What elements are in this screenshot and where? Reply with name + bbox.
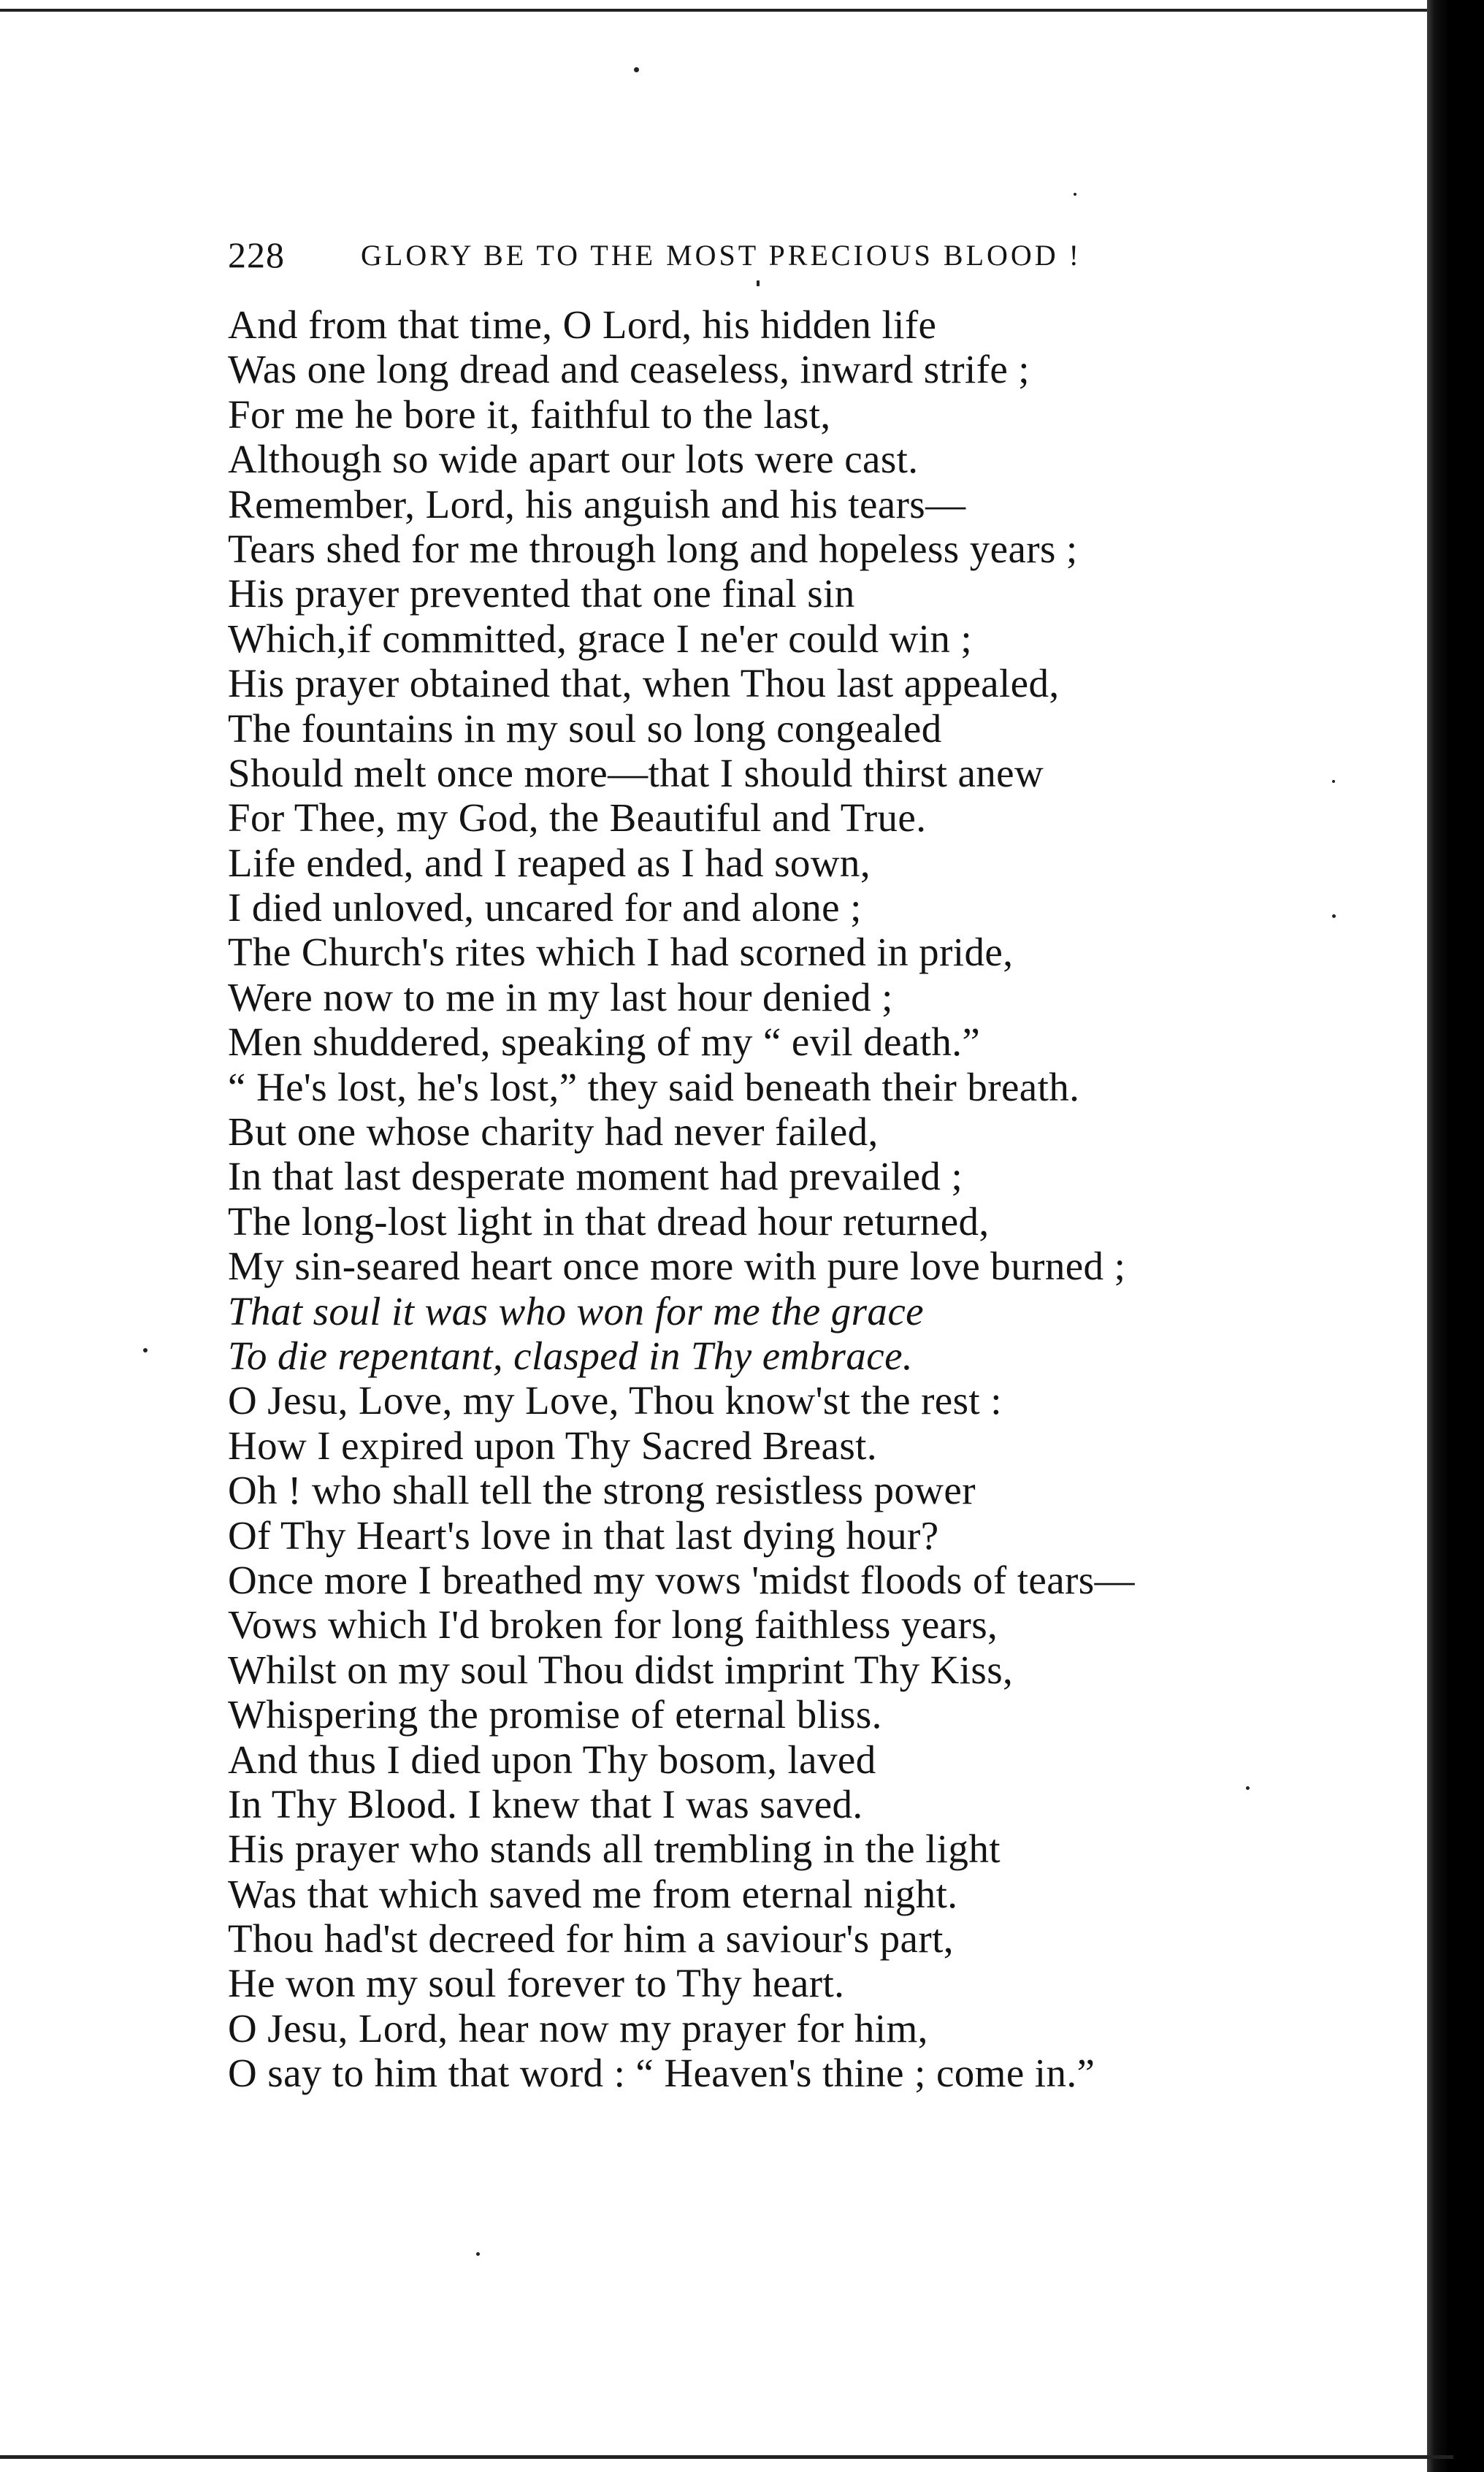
poem-line: I died unloved, uncared for and alone ; — [228, 885, 862, 930]
poem-line: Whispering the promise of eternal bliss. — [228, 1692, 882, 1737]
poem-line: To die repentant, clasped in Thy embrace. — [228, 1333, 914, 1378]
scan-bottom-edge — [0, 2455, 1453, 2459]
poem-line: Although so wide apart our lots were cast. — [228, 437, 919, 482]
poem-line: Thou had'st decreed for him a saviour's part, — [228, 1916, 954, 1962]
scan-speck — [1332, 780, 1335, 783]
poem-line: His prayer who stands all trembling in the light — [228, 1826, 1001, 1872]
poem-line: And thus I died upon Thy bosom, laved — [228, 1737, 876, 1782]
scan-top-edge — [0, 9, 1446, 12]
poem-line: O say to him that word : “ Heaven's thine ; come in.” — [228, 2051, 1095, 2096]
scan-speck — [1332, 914, 1336, 918]
page-number: 228 — [228, 234, 285, 275]
poem-line: His prayer obtained that, when Thou last appealed, — [228, 661, 1060, 706]
poem-line: O Jesu, Lord, hear now my prayer for him, — [228, 2005, 928, 2051]
poem-line: Was one long dread and ceaseless, inward strife ; — [228, 347, 1030, 392]
scan-speck — [476, 2252, 480, 2256]
poem-line: Whilst on my soul Thou didst imprint Thy Kiss, — [228, 1647, 1014, 1692]
scan-right-edge — [1427, 0, 1484, 2472]
poem-line: “ He's lost, he's lost,” they said beneath their breath. — [228, 1064, 1080, 1109]
poem-line: Of Thy Heart's love in that last dying hour? — [228, 1512, 939, 1558]
running-title: GLORY BE TO THE MOST PRECIOUS BLOOD ! — [361, 239, 1082, 272]
poem-line: Tears shed for me through long and hopeless years ; — [228, 526, 1078, 571]
poem-line: That soul it was who won for me the grace — [228, 1288, 924, 1333]
poem-line: But one whose charity had never failed, — [228, 1109, 879, 1155]
poem-line: His prayer prevented that one final sin — [228, 571, 855, 616]
poem-line: My sin-seared heart once more with pure love burned ; — [228, 1244, 1126, 1289]
scan-speck — [143, 1348, 148, 1352]
poem-line: Oh ! who shall tell the strong resistless power — [228, 1468, 976, 1513]
poem-line: For me he bore it, faithful to the last, — [228, 391, 831, 437]
poem-line: In that last desperate moment had prevailed ; — [228, 1154, 963, 1199]
poem-text — [228, 302, 1323, 2096]
scan-speck — [1074, 193, 1076, 196]
poem-line: In Thy Blood. I knew that I was saved. — [228, 1781, 863, 1826]
poem-line: O Jesu, Love, my Love, Thou know'st the rest : — [228, 1378, 1002, 1423]
poem-line: Once more I breathed my vows 'midst floods of tears— — [228, 1557, 1135, 1602]
scan-speck — [634, 67, 639, 72]
page-header — [228, 234, 1294, 285]
poem-line: Men shuddered, speaking of my “ evil death.” — [228, 1019, 981, 1065]
poem-line: Which,if committed, grace I ne'er could win ; — [228, 616, 973, 661]
poem-line: How I expired upon Thy Sacred Breast. — [228, 1423, 877, 1468]
poem-line: The Church's rites which I had scorned in pride, — [228, 930, 1014, 975]
poem-line: Vows which I'd broken for long faithless years, — [228, 1602, 998, 1648]
poem-line: Remember, Lord, his anguish and his tears— — [228, 481, 966, 527]
poem-line: The fountains in my soul so long congealed — [228, 705, 942, 751]
poem-line: Should melt once more—that I should thirst anew — [228, 750, 1044, 795]
poem-line: Was that which saved me from eternal night. — [228, 1871, 958, 1916]
poem-line: He won my soul forever to Thy heart. — [228, 1961, 845, 2006]
poem-line: Life ended, and I reaped as I had sown, — [228, 840, 871, 885]
poem-line: And from that time, O Lord, his hidden life — [228, 302, 937, 347]
poem-line: The long-lost light in that dread hour returned, — [228, 1198, 990, 1244]
poem-line: For Thee, my God, the Beautiful and True. — [228, 795, 927, 841]
poem-line: Were now to me in my last hour denied ; — [228, 974, 893, 1019]
